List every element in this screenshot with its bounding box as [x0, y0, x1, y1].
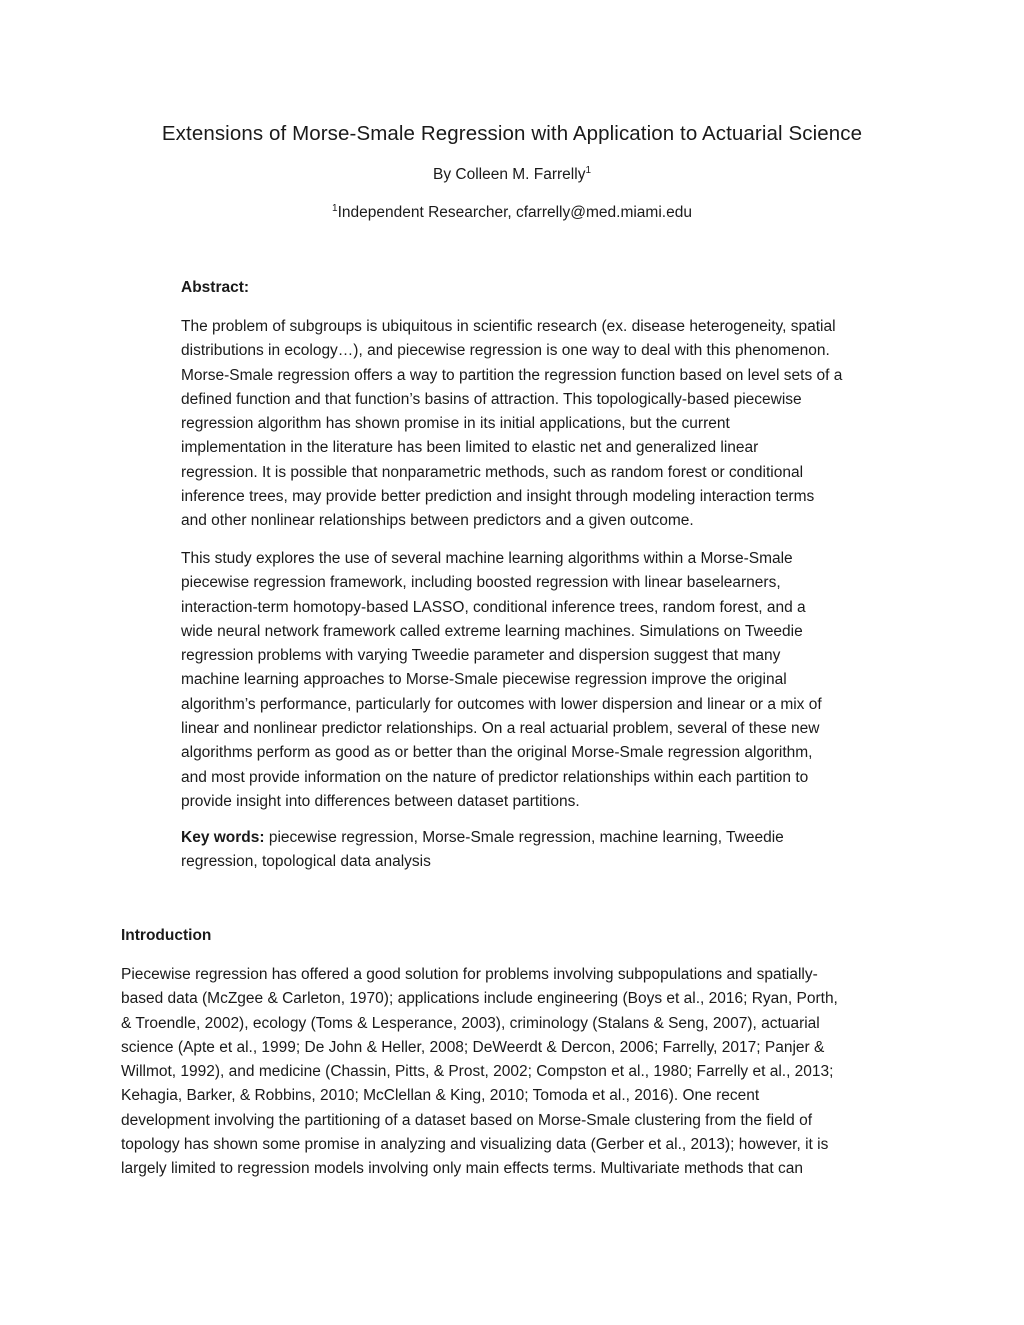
text-line: This study explores the use of several machine learning algorithms within a Morse-Smale: [181, 550, 793, 567]
text-line: Willmot, 1992), and medicine (Chassin, Pitts, & Prost, 2002; Compston et al., 1980; Farrelly et al., 2013;: [121, 1063, 834, 1081]
abstract-paragraph-1: [181, 315, 905, 534]
text-line: inference trees, may provide better prediction and insight through modeling interaction terms: [181, 488, 815, 506]
paper-title: Extensions of Morse-Smale Regression with Application to Actuarial Science: [161, 122, 863, 145]
keywords-label: Key words:: [181, 829, 265, 846]
text-line: interaction-term homotopy-based LASSO, conditional inference trees, random forest, and a: [181, 598, 806, 616]
text-line: & Troendle, 2002), ecology (Toms & Lesperance, 2003), criminology (Stalans & Seng, 2007), actuarial: [121, 1014, 820, 1032]
keywords-text: piecewise regression, Morse-Smale regression, machine learning, Tweedie: [264, 829, 784, 846]
text-line: distributions in ecology…), and piecewise regression is one way to deal with this phenomenon.: [181, 342, 830, 360]
text-line: topology has shown some promise in analyzing and visualizing data (Gerber et al., 2013); however, it is: [121, 1136, 829, 1154]
text-line: The problem of subgroups is ubiquitous in scientific research (ex. disease heterogeneity, spatial: [181, 318, 836, 335]
text-line: regression. It is possible that nonparametric methods, such as random forest or conditional: [181, 463, 804, 481]
introduction-paragraph: [121, 963, 903, 1182]
abstract-paragraph-2: [181, 547, 905, 814]
text-line: wide neural network framework called extreme learning machines. Simulations on Tweedie: [181, 622, 803, 640]
text-line: largely limited to regression models involving only main effects terms. Multivariate methods that can: [121, 1160, 804, 1178]
text-line: linear and nonlinear predictor relationships. On a real actuarial problem, several of these new: [181, 720, 820, 738]
text-line: Morse-Smale regression offers a way to partition the regression function based on level sets of a: [181, 366, 843, 384]
text-line: implementation in the literature has been limited to elastic net and generalized linear: [181, 439, 759, 457]
text-line: Piecewise regression has offered a good solution for problems involving subpopulations and spatially-: [121, 966, 818, 983]
text-line: piecewise regression framework, including boosted regression with linear baselearners,: [181, 574, 781, 592]
text-line: defined function and that function’s basins of attraction. This topologically-based piecewise: [181, 390, 802, 408]
text-line: machine learning approaches to Morse-Smale piecewise regression improve the original: [181, 671, 787, 689]
text-line: algorithms perform as good as or better than the original Morse-Smale regression algorithm,: [181, 744, 813, 762]
text-line: regression problems with varying Tweedie parameter and dispersion suggest that many: [181, 647, 781, 665]
text-line: development involving the partitioning of a dataset based on Morse-Smale clustering from the field of: [121, 1111, 812, 1129]
introduction-heading: Introduction: [121, 927, 212, 944]
text-line: science (Apte et al., 1999; De John & Heller, 2008; DeWeerdt & Dercon, 2006; Farrelly, 2017; Panjer &: [121, 1038, 825, 1056]
affiliation-text: Independent Researcher, cfarrelly@med.miami.edu: [337, 204, 692, 221]
author-superscript: 1: [585, 164, 592, 176]
keywords-paragraph: [181, 826, 905, 875]
text-line: [181, 826, 905, 850]
text-line: and most provide information on the nature of predictor relationships within each partition to: [181, 768, 809, 786]
author-name: By Colleen M. Farrelly: [432, 166, 586, 183]
text-line: and other nonlinear relationships between predictors and a given outcome.: [181, 512, 694, 530]
text-line: regression, topological data analysis: [181, 853, 431, 871]
author-line: [0, 166, 1024, 184]
text-line: provide insight into differences between dataset partitions.: [181, 792, 580, 810]
text-line: regression algorithm has shown promise in its initial applications, but the current: [181, 415, 730, 433]
text-line: algorithm’s performance, particularly for outcomes with lower dispersion and linear or a mix of: [181, 695, 822, 713]
affiliation-superscript: 1: [332, 202, 338, 214]
text-line: based data (McZgee & Carleton, 1970); applications include engineering (Boys et al., 2016; Ryan, Porth,: [121, 990, 838, 1008]
affiliation-line: [0, 204, 1024, 222]
text-line: Kehagia, Barker, & Robbins, 2010; McClellan & King, 2010; Tomoda et al., 2016). One recent: [121, 1087, 760, 1105]
abstract-heading: Abstract:: [181, 279, 250, 296]
